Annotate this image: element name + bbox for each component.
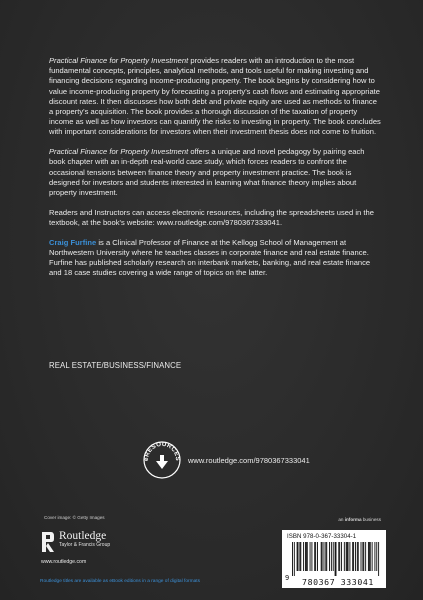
barcode-graphic <box>292 542 380 576</box>
barcode-bar <box>344 542 345 571</box>
barcode-bar <box>362 542 363 571</box>
barcode-bar <box>347 542 348 571</box>
eresources-badge-text: eRESOURCES <box>142 440 182 462</box>
publisher-subtitle: Taylor & Francis Group <box>59 542 111 548</box>
blurb-paragraph-2 <box>49 147 383 198</box>
routledge-logo <box>40 530 110 555</box>
barcode-bar <box>339 542 340 571</box>
barcode-bar <box>355 542 356 571</box>
author-name: Craig Furfine <box>49 237 97 247</box>
barcode-bar <box>323 542 324 571</box>
barcode-bar <box>352 542 353 571</box>
barcode-bar <box>368 542 369 571</box>
barcode-bar <box>349 542 350 571</box>
barcode-bar <box>325 542 326 571</box>
barcode-bar <box>300 542 301 571</box>
publisher-name: Routledge <box>59 530 107 542</box>
ebook-note: Routledge titles are available as eBook editions in a range of digital formats <box>40 579 200 584</box>
informa-suffix: business <box>361 517 381 522</box>
barcode-bar <box>333 542 334 571</box>
informa-business <box>338 517 381 522</box>
eresources-icon <box>142 440 182 480</box>
book-title-italic: Practical Finance for Property Investment <box>49 147 189 157</box>
informa-prefix: an <box>338 517 345 522</box>
barcode-bar <box>306 542 307 571</box>
barcode-bar <box>299 542 300 571</box>
barcode-bar <box>348 542 349 571</box>
barcode-bar <box>357 542 358 571</box>
cover-image-credit: Cover image: © Getty Images <box>44 515 105 520</box>
barcode-bar <box>335 542 336 576</box>
paragraph-text: offers a unique and novel pedagogy by pairing each book chapter with an in-depth real-world case study, which forces readers to confront the occasional tensions between finance theory and property investment practice. The book is designed for investors and students interested in learning what finance theory implies about property investment. <box>49 147 365 197</box>
blurb-paragraph-3: Readers and Instructors can access electronic resources, including the spreadsheets used in the textbook, at the book's website: www.routledge.com/9780367333041. <box>49 207 374 227</box>
resources-url[interactable]: www.routledge.com/9780367333041 <box>188 455 310 465</box>
author-bio-text: is a Clinical Professor of Finance at the Kellogg School of Management at Northwestern University where he teaches classes in corporate finance and real estate finance. Furfine has published scholarly research on interbank markets, banking, and real estate finance and 18 case studies covering a wide range of topics on the latter. <box>49 237 371 278</box>
barcode-bar <box>326 542 327 571</box>
barcode-bar <box>363 542 364 571</box>
barcode-bar <box>294 542 295 576</box>
publisher-url[interactable]: www.routledge.com <box>41 559 87 565</box>
barcode-bar <box>311 542 312 571</box>
isbn-barcode-box <box>282 530 386 588</box>
author-bio <box>49 238 383 279</box>
routledge-mark-icon <box>40 530 55 555</box>
barcode-bar <box>292 542 293 576</box>
barcode-bar <box>365 542 366 571</box>
informa-brand: informa <box>344 517 362 522</box>
barcode-bar <box>341 542 342 571</box>
barcode-bar <box>358 542 359 571</box>
barcode-bar <box>303 542 304 571</box>
barcode-bar <box>297 542 298 571</box>
barcode-bar <box>370 542 371 571</box>
barcode-bar <box>298 542 299 571</box>
barcode-bar <box>329 542 330 571</box>
barcode-bar <box>317 542 318 571</box>
barcode-bar <box>307 542 308 571</box>
blurb-paragraph-1 <box>49 56 383 138</box>
barcode-bar <box>322 542 323 571</box>
blurb <box>49 56 383 288</box>
barcode-bar <box>361 542 362 571</box>
subject-category: REAL ESTATE/BUSINESS/FINANCE <box>49 361 182 370</box>
eresources-block <box>142 440 310 480</box>
barcode-bar <box>314 542 315 571</box>
barcode-bar <box>315 542 316 571</box>
barcode-first-digit: 9 <box>285 574 290 582</box>
paragraph-text: provides readers with an introduction to the most fundamental concepts, principles, analytical methods, and tools useful for making investing and financing decisions regarding income-producing property. The book begins by considering how to value income-producing property by forecasting a property's cash flows and estimating appropriate discount rates. It then discusses how both debt and private equity are used as methods to finance a property's acquisition. The book provides a thorough discussion of the taxation of property income as well as how investors can quantify the risks to investing in property. The book concludes with important considerations for investors when their investment thesis does not come to fruition. <box>49 56 381 137</box>
barcode-bar <box>310 542 311 571</box>
barcode-bar <box>353 542 354 571</box>
barcode-bar <box>321 542 322 571</box>
isbn-label: ISBN 978-0-367-33304-1 <box>287 533 357 540</box>
barcode-bar <box>372 542 373 571</box>
barcode-bar <box>346 542 347 571</box>
barcode-bar <box>378 542 379 576</box>
barcode-bar <box>376 542 377 571</box>
barcode-bar <box>331 542 332 571</box>
barcode-bar <box>305 542 306 571</box>
barcode-bar <box>374 542 375 571</box>
barcode-bar <box>336 542 337 576</box>
book-title-italic: Practical Finance for Property Investment <box>49 56 189 65</box>
barcode-bar <box>369 542 370 571</box>
barcode-digits: 780367 333041 <box>294 577 382 587</box>
barcode-bar <box>338 542 339 571</box>
